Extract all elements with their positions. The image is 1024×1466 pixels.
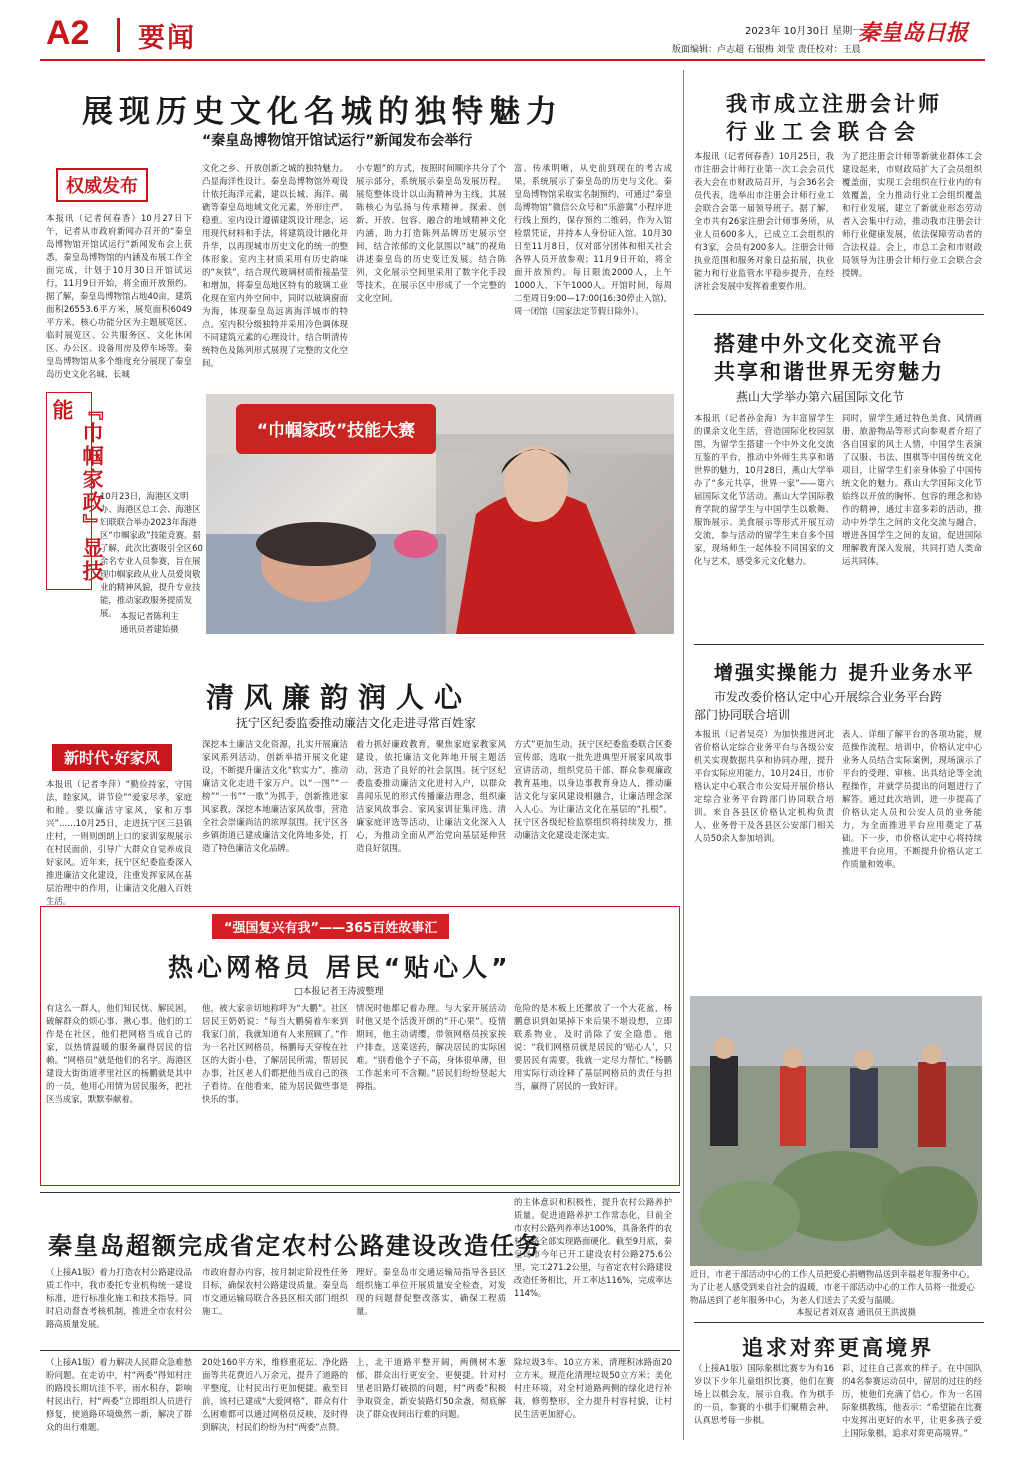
volunteer-scene [690, 996, 982, 1266]
photo-women-credit-1: 本报记者陈利主 [120, 611, 179, 621]
article1-title[interactable]: 展现历史文化名城的独特魅力 [82, 94, 563, 130]
section-rule [694, 644, 984, 645]
article4-subtitle: 抚宁区纪委监委推动廉洁文化走进寻常百姓家 [236, 716, 477, 730]
article4-title[interactable]: 清风廉韵润人心 [206, 681, 473, 714]
article3-column-1: 本报讯（记者孙金海）为丰富留学生的课余文化生活，营造国际化校园氛围，为留学生搭建一个中外文化交流互鉴的平台，推动中外师生共享和谐世界的魅力，10月28日，燕山大学举办了“多元共享，世界一家”——第六届国际文化节活动。燕山大学国际教育学院的留学生与中国学生以歌舞、服饰展示、美食展示等形式开展互动交流，参与活动的留学生来自多个国家，现场师生一起体验不同国家的文化与艺术，感受多元文化魅力。 [694, 413, 834, 566]
article6-column-1: 本报讯（记者吴亮）为加快推进河北省价格认定综合业务平台与各级公安机关实现数据共享和协同办理，提升平台实际应用能力，10月24日，市价格认定中心联合市公安局开展价格认定综合业务平台跨部门协同联合培训。来自各县区价格认定机构负责人、业务骨干及各县区公安部门相关人员50余人参加培训。 [694, 729, 834, 843]
article5-byline: □本报记者王涛波整理 [294, 987, 384, 997]
article3-subtitle: 燕山大学举办第六届国际文化节 [736, 390, 905, 404]
article4-column-4: 方式”更加生动，抚宁区纪委监委联合区委宣传部，选取一批先进典型开展家风故事宣讲活动，组织党员干部、群众参观廉政教育基地，以身边事教育身边人，推动廉洁文化与家风建设相融合，让廉洁理念深入人心。为让廉洁文化在基层的“扎根”，抚宁区各级纪检监察组织将持续发力，推动廉洁文化建设走深走实。 [514, 739, 672, 840]
article2-title-line-1[interactable]: 我市成立注册会计师 [726, 92, 942, 116]
page-number: A2 [46, 14, 90, 52]
article3-title-line-2[interactable]: 共享和谐世界无穷魅力 [714, 360, 944, 384]
article6-subtitle-line-2: 部门协同联合培训 [694, 708, 791, 722]
article4-column-1: 本报讯（记者李萍）“勤俭持家，守国法，睦家风，讲节俭”“爱家尽孝，家庭和睦。要以廉洁守家风，家和万事兴”……10月25日，走进抚宁区三县镇庄村，一则则朗朗上口的家训家规展示在村民面前，引导广大群众自觉养成良好家风。近年来，抚宁区纪委监委深入推进廉洁文化建设，注重发挥家风在基层治理中的作用，让廉洁文化融入百姓生活。 [46, 779, 192, 906]
newspaper-logo: 秦皇岛日报 [858, 20, 969, 46]
article7-column-1: （上接A1版）着力打造农村公路建设品质工作中，我市委托专业机构统一建设标准，进行标准化施工和技术指导。同时启动督查考核机制，推进全市农村公路高质量发展。 [46, 1267, 192, 1329]
article5-column-4: 危险的是木板上还摞放了一个大花盆，杨鹏意识到如果掉下来后果不堪设想，立即联系物业，及时消除了安全隐患。他说：“我们网格员就是居民的‘贴心人’，只要居民有需要，我就一定尽力帮忙。”杨鹏用实际行动诠释了基层网格员的责任与担当，赢得了居民的一致好评。 [514, 1003, 672, 1091]
article1-subtitle: “秦皇岛博物馆开馆试运行”新闻发布会举行 [202, 133, 473, 149]
article3-title-line-1[interactable]: 搭建中外文化交流平台 [714, 332, 944, 356]
section-rule [694, 314, 984, 315]
home-service-scene [206, 394, 674, 634]
editor-credits: 版面编辑：卢志超 石银梅 刘莹 责任校对：王晨 [672, 45, 861, 55]
article8-column-4: 除垃圾3车、10立方米，清理积冰路面20立方米。规范化清理垃圾50立方米；美化村庄环境，对全村道路两侧的绿化进行补栽，修剪整形，全力提升村容村貌，让村民生活更加舒心。 [514, 1357, 672, 1419]
article2-column-1: 本报讯（记者何春香）10月25日，我市注册会计师行业第一次工会会员代表大会在市财政局召开，与会36名会员代表，选举出市注册会计师行业工会联合会第一届领导班子。据了解，全市共有26家注册会计师事务所，从业人员600多人，已成立工会组织的有3家，会员有200多人。注册会计师执业范围和服务对象日益拓展，执业能力和行业监管水平稳步提升，在经济社会发展中发挥着重要作用。 [694, 151, 834, 291]
masthead [0, 0, 1024, 62]
column-divider [683, 70, 684, 1440]
article4-column-2: 深挖本土廉洁文化资源，扎实开展廉洁家风系列活动，创新举措开展文化建设，不断提升廉洁文化“软实力”，推动廉洁文化走进千家万户。以“一图”“一榜”“一书”“一歌”为抓手，创新推进家风家教，深挖本地廉洁家风故事，营造全社会崇廉尚洁的浓厚氛围。抚宁区各乡镇街道已建成廉洁文化阵地多处，打造了特色廉洁文化品牌。 [202, 739, 348, 853]
article5-column-3: 情况时他都记着办理。与大家开展活动时他又是个活泼开朗的“开心果”。疫情期间，他主动请缨，带领网格员挨家挨户排查，送菜送药，解决居民的实际困难。“别看他个子不高，身体很单薄，但工作起来可不含糊。”居民们纷纷竖起大拇指。 [356, 1003, 506, 1091]
article1-column-3: 小专题”的方式，按照时间顺序共分了个展示部分，系统展示秦皇岛发展历程。展览整体设计以山海精神为主线，其展陈核心为弘扬与传承精神。探索、创新、开放、包容、融合的地域精神文化内涵，助力打造陈列品牌历史展示空间，结合浓郁的文化氛围以“城”的视角讲述秦皇岛的历史变迁发展。结合陈列，文化展示空间里采用了数字化手段等技术，在展示区中形成了一个完整的文化空间。 [356, 163, 506, 303]
article1-tag: 权威发布 [56, 168, 148, 202]
volunteer-photo-credit: 本报记者刘双喜 通讯员王洪波摄 [796, 1307, 916, 1317]
article5-column-1: 有这么一群人，他们知民忧、解民困，破解群众的烦心事、揪心事。他们的工作是在社区，他们把网格当成自己的家，以热情温暖的服务赢得居民的信赖。“网格员”就是他们的名字。海港区建设大街街道孝里社区的杨鹏就是其中的一员，他用心用情为居民服务，把社区当成家，默默奉献着。 [46, 1003, 192, 1104]
article2-column-2: 为了把注册会计师等新就业群体工会建设起来，市财政局扩大了会员组织覆盖面，实现工会组织在行业内的有效覆盖，全力推动行业工会组织覆盖和行业发展，建立了新就业形态劳动者入会集中行动，推动我市注册会计师行业健康发展，依法保障劳动者的合法权益。会上，市总工会和市财政局领导为注册会计师行业工会联合会授牌。 [842, 151, 982, 278]
article6-subtitle-line-1: 市发改委价格认定中心开展综合业务平台跨 [714, 690, 943, 704]
article5-column-2: 他，被大家亲切地称呼为“大鹏”。社区居民王奶奶说：“每当大鹏骑着车来到我家门前，我就知道有人来照顾了。”作为一名社区网格员，杨鹏每天穿梭在社区的大街小巷，了解居民所需，帮居民办事，社区老人们都把他当成自己的孩子看待。在他看来，能为居民做些事是快乐的事。 [202, 1003, 348, 1104]
article5-frame [40, 906, 680, 1186]
home-service-photo[interactable] [206, 394, 674, 634]
section-rule [40, 1350, 680, 1351]
article5-label: “强国复兴有我”——365百姓故事汇 [212, 914, 449, 939]
article7-column-3: 理好。秦皇岛市交通运输局指导各县区组织施工单位开展质量安全检查，对发现的问题督促整改落实，确保工程质量。 [356, 1267, 506, 1316]
article1-column-2: 文化之乡、开放创新之城的独特魅力。凸显海洋性设计。秦皇岛博物馆外观设计依托海洋元素，建以长城、海洋、碣礁等秦皇岛地域文化元素，外形庄严、稳重。室内设计遵循建筑设计理念，运用现代材料和手法，将建筑设计融化并升华，以再现城市历史文化的统一的整体形象。室内主材质采用有历史韵味的“灰铁”，结合现代玻璃材质衔接晶莹和增加，将秦皇岛地区特有的玻璃工业化现在室内外空间中，同时以玻璃窗面为海，体现秦皇岛远离海洋城市的特点。室内积分级独特并采用冷色调体现不同建筑元素的心理设计，结合明清传统特色及陈列形式展现了完整的文化空间。 [202, 163, 348, 368]
article4-column-3: 着力抓好廉政教育，聚焦家庭家教家风建设，依托廉洁文化阵地开展主题活动，营造了良好的社会氛围。抚宁区纪委监委推动廉洁文化进村入户，以群众喜闻乐见的形式传播廉洁理念，组织廉洁家风故事会、家风家训征集评选、清廉家庭评选等活动，让廉洁文化深入人心，为推动全面从严治党向基层延伸营造良好氛围。 [356, 739, 506, 853]
article9-column-2: 彩，过往自己喜欢的样子。在中国队的4名参赛运动员中，留居的过往的经历，使他们充满了信心。作为一名国际象棋教练，他表示：“希望能在比赛中发挥出更好的水平，让更多孩子爱上国际象棋，追求对弈更高境界。” [842, 1363, 982, 1438]
issue-date: 2023年 10月30日 星期一 [745, 26, 863, 37]
article6-column-2: 表人、详细了解平台的各项功能，规范操作流程。培训中，价格认定中心业务人员结合实际案例，现场演示了平台的受理、审核、出具结论等全流程操作，并就学员提出的问题进行了解答。通过此次培训，进一步提高了价格认定人员和公安人员的业务能力，为全面推进平台应用奠定了基础。下一步，市价格认定中心将持续推进平台应用，不断提升价格认定工作质量和效率。 [842, 729, 982, 869]
article1-column-1: 本报讯（记者何春香）10月27日下午，记者从市政府新闻办召开的“秦皇岛博物馆开馆试运行”新闻发布会上获悉，秦皇岛博物馆的内涵及布展工作全面完成，计划于10月30日开馆试运行，11月9日开始，将全面开放预约。据了解，秦皇岛博物馆占地40亩，建筑面积26553.6平方米，展览面积6049平方米，核心功能分区为主题展览区、临时展览区、公共服务区、文化休闲区、办公区、设备用房及停车场等。秦皇岛博物馆从多个维度充分展现了秦皇岛历史文化名城、长城 [46, 213, 192, 379]
article2-title-line-2[interactable]: 行业工会联合会 [726, 120, 922, 144]
article1-column-4: 富、传承明晰，从史前到现在的考古成果，系统展示了秦皇岛的历史与文化。秦皇岛博物馆采取实名制预约，可通过“秦皇岛博物馆”微信公众号和“乐游冀”小程序进行线上预约，保存预约二维码，作为入馆检票凭证，并持本人身份证入馆。10月30日至11月8日，仅对部分团体和相关社会各界人员开放参观；11月9日开始，将全面开放预约。每日限流2000人，上午1000人，下午1000人。开馆时间，每周二至周日9:00—17:00(16:30停止入馆)，周一闭馆（国家法定节假日除外）。 [514, 163, 672, 316]
photo-women-caption: 10月23日，海港区文明办、海港区总工会、海港区妇联联合举办2023年海港区“巾帼家政”技能竞赛。据了解，此次比赛吸引全区60余名专业人员参赛，旨在展现巾帼家政从业人员爱岗敬业的精神风貌，提升专业技能，推动家政服务提质发展。 [100, 491, 203, 618]
article8-column-3: 上，北干道路平整开阔，两侧树木葱郁，群众出行更安全、更便捷。针对村里老旧路灯破损的问题，村“两委”积极争取资金，新安装路灯50余盏，彻底解决了群众夜间出行难的问题。 [356, 1357, 506, 1419]
sidebar-title-box [46, 392, 104, 590]
volunteer-photo-caption: 近日，市老干部活动中心的工作人员把爱心捐赠物品送到幸福老年服务中心。为了让老人感受到来自社会的温暖，市老干部活动中心的工作人员将一批爱心物品送到了老年服务中心，为老人们送去了关爱与温暖。 [690, 1269, 975, 1305]
article5-title[interactable]: 热心网格员 居民“贴心人” [168, 953, 512, 982]
article3-column-2: 同时，留学生通过特色美食、风情画册、旅游物品等形式向参观者介绍了各自国家的风土人情，中国学生表演了汉服、书法、围棋等中国传统文化项目，让留学生们亲身体验了中国传统文化的魅力。燕山大学国际文化节始终以开放的胸怀、包容的理念和协作的精神，通过丰富多彩的活动，推动中外学生之间的文化交流与融合，增进各国学生之间的友谊，促进国际理解教育深入发展，共同打造人类命运共同体。 [842, 413, 982, 566]
section-rule [694, 1322, 984, 1323]
section-name: 要闻 [138, 23, 196, 54]
article9-column-1: （上接A1版）国际象棋比赛专为有16岁以下少年儿童组织比赛，他们在赛场上以棋会友，展示自我。作为棋手的一员，参赛的小棋手们聚精会神，认真思考每一步棋。 [694, 1363, 834, 1425]
masthead-rule [40, 59, 985, 61]
article4-tag: 新时代·好家风 [52, 744, 172, 771]
article7-column-4: 的主体意识和积极性，提升农村公路养护质量。促进道路养护工作常态化，目前全市农村公路列养率达100%，具备条件的农村公路全部实现路面硬化。截至9月底，秦皇岛市今年已开工建设农村公路275.6公里，完工271.2公里，与省定农村公路建设改造任务相比，开工率达116%，完成率达114%。 [514, 1197, 672, 1298]
article7-title[interactable]: 秦皇岛超额完成省定农村公路建设改造任务 [48, 1232, 542, 1260]
article8-column-2: 20处160平方米，维修重花坛、净化路面等共花费近八万余元，提升了道路的平整度，让村民出行更加便捷。截至目前，该村已建成“大爱网格”，群众有什么困难都可以通过网格员反映，及时得到解决，村民们纷纷为村“两委”点赞。 [202, 1357, 348, 1432]
article8-column-1: （上接A1版）着力解决人民群众急难愁盼问题。在走访中，村“两委”得知村庄的路段长期坑洼不平，雨水积存，影响村民出行，村“两委”立即组织人员进行修复，使道路环境焕然一新，解决了群众的出行难题。 [46, 1357, 192, 1432]
volunteer-photo[interactable] [690, 996, 982, 1266]
masthead-divider [117, 18, 120, 52]
photo-banner-text: “巾帼家政”技能大赛 [256, 421, 416, 441]
article6-title[interactable]: 增强实操能力 提升业务水平 [714, 662, 975, 684]
section-rule [40, 1192, 680, 1193]
article7-column-2: 市政府督办内容，按月制定阶段性任务目标，确保农村公路建设质量。秦皇岛市交通运输局联合各县区相关部门组织施工。 [202, 1267, 348, 1316]
sidebar-title: 『巾帼家政』显技能 [50, 399, 104, 583]
article9-title[interactable]: 追求对弈更高境界 [742, 1336, 934, 1360]
photo-women-credit-2: 通讯员者建始摄 [120, 624, 179, 634]
